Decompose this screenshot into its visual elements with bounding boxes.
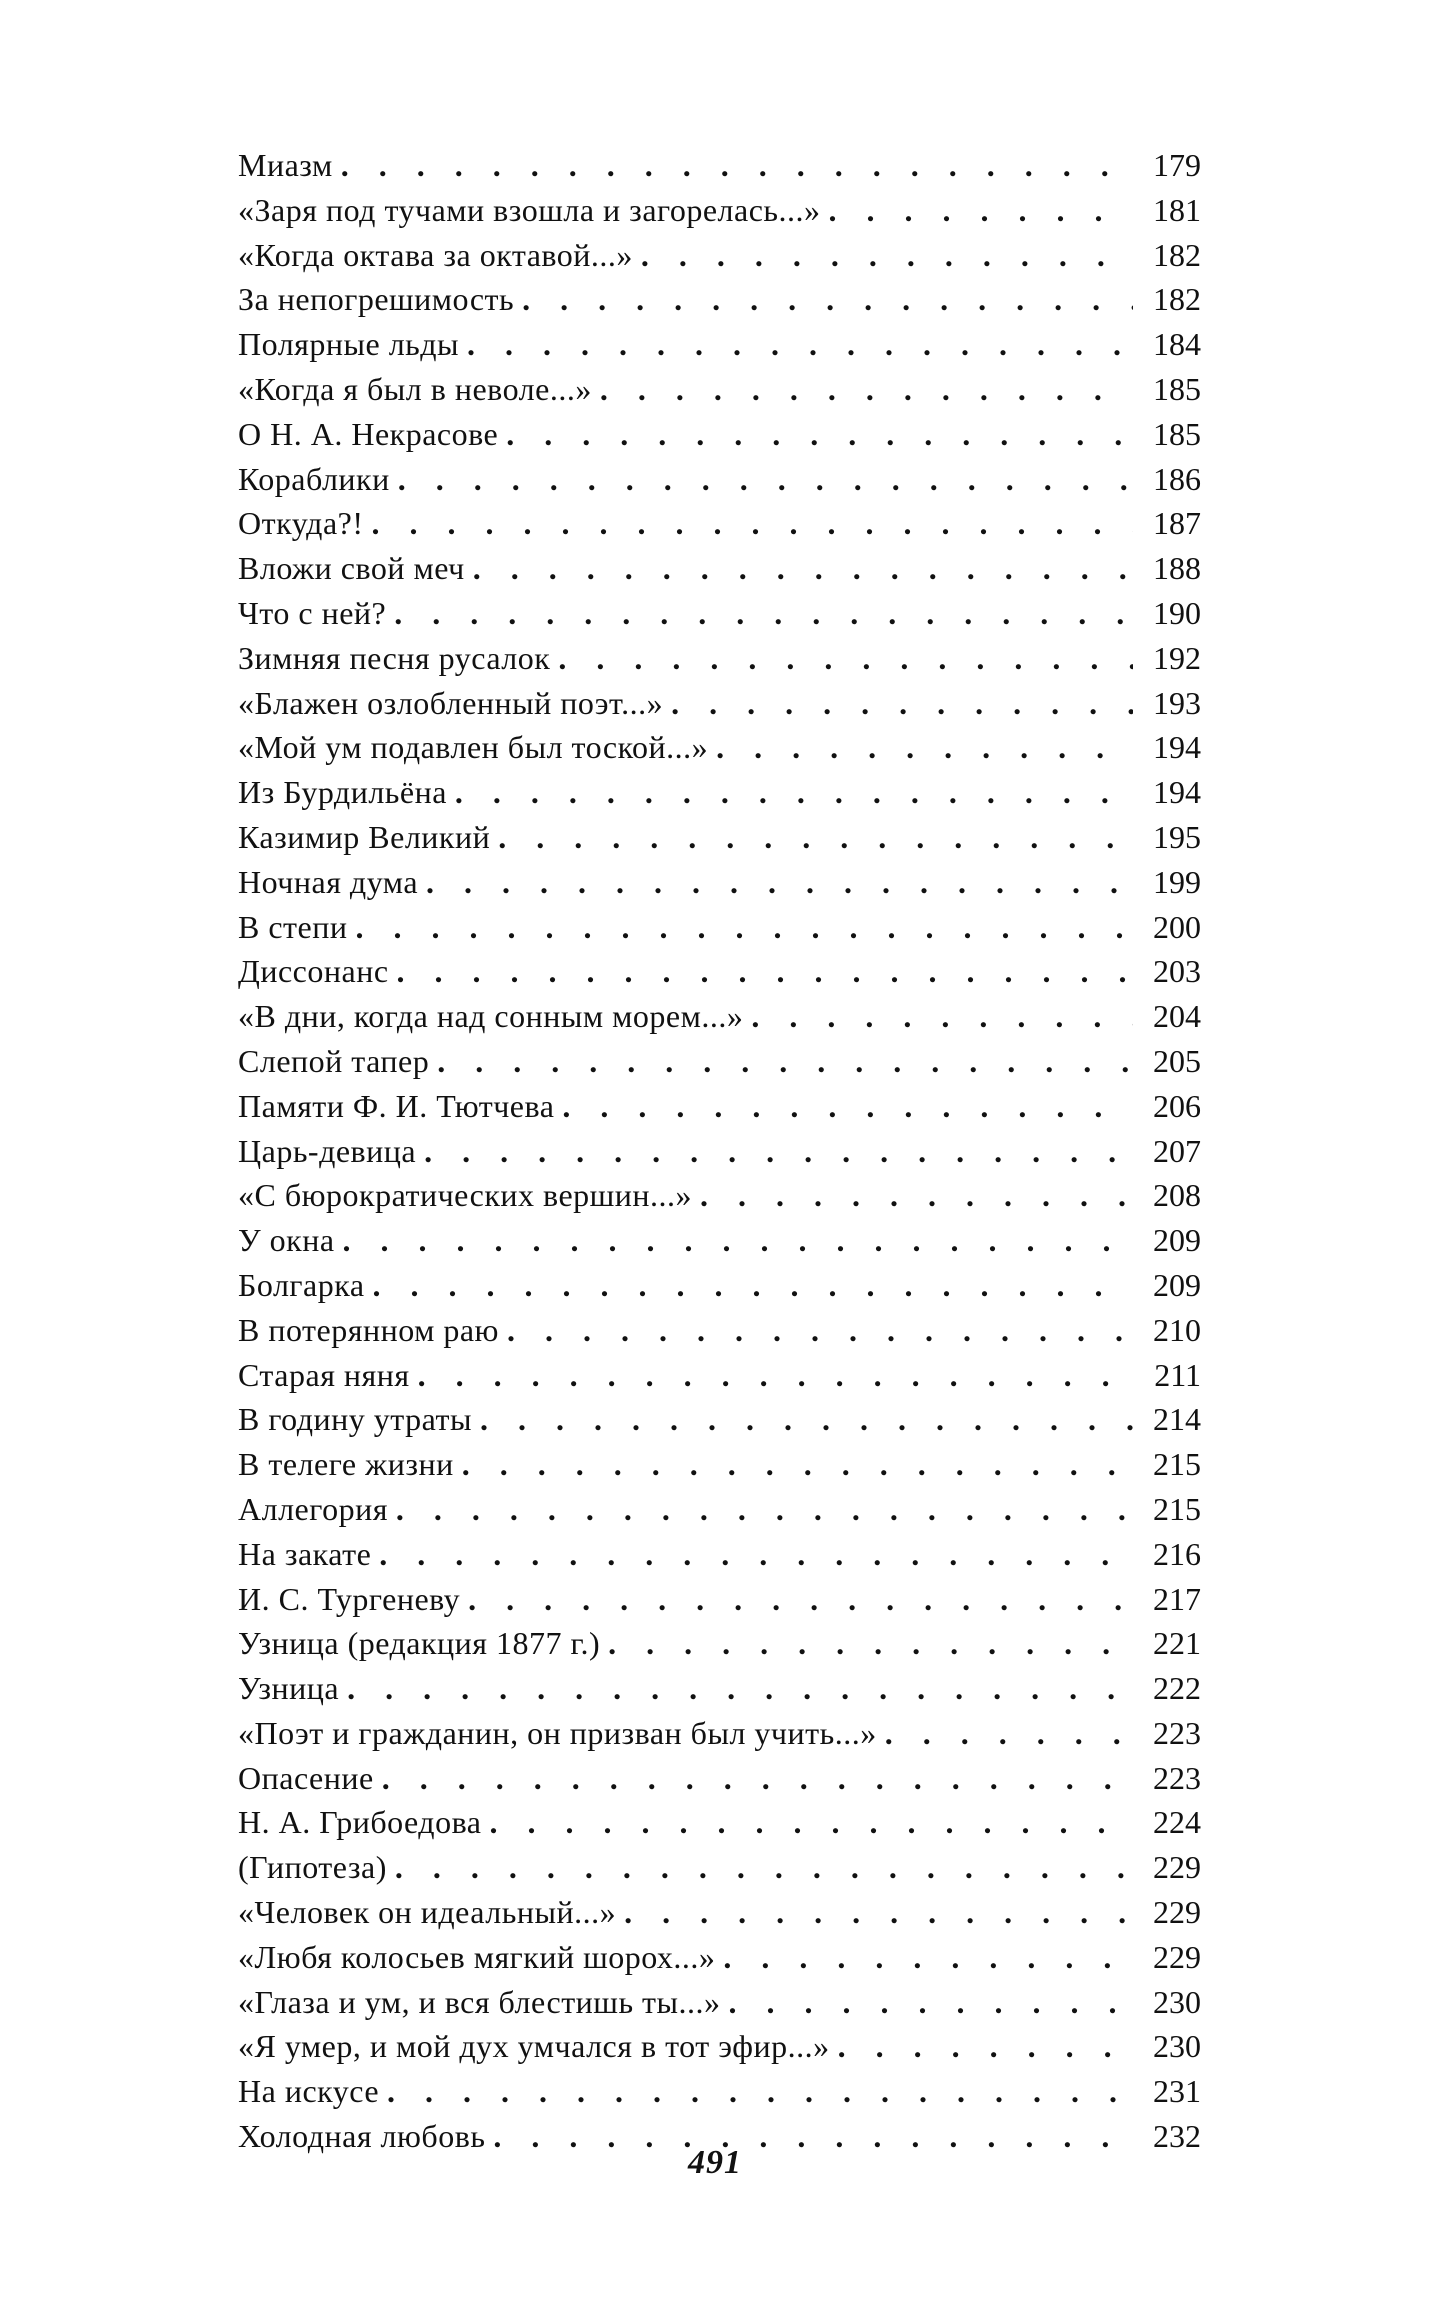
toc-leader-dots (462, 1442, 1133, 1487)
toc-entry-page: 230 (1153, 2028, 1201, 2065)
toc-entry-page: 221 (1153, 1625, 1201, 1662)
toc-entry-page: 203 (1153, 953, 1201, 990)
toc-leader-dots (498, 815, 1133, 860)
toc-entry (238, 1487, 1201, 1532)
toc-entry-page: 214 (1153, 1401, 1201, 1438)
toc-leader-dots (355, 905, 1133, 950)
toc-leader-dots (382, 1756, 1133, 1801)
toc-entry-title: Диссонанс (238, 953, 389, 990)
toc-entry (238, 1935, 1201, 1980)
toc-entry (238, 457, 1201, 502)
toc-entry-page: 192 (1153, 639, 1201, 676)
toc-entry (238, 2024, 1201, 2069)
toc-entry-title: (Гипотеза) (238, 1849, 387, 1886)
toc-entry (238, 1129, 1201, 1174)
toc-entry-title: «Я умер, и мой дух умчался в тот эфир...» (238, 2028, 830, 2065)
toc-entry-page: 209 (1153, 1222, 1201, 1259)
toc-entry-title: Из Бурдильёна (238, 774, 447, 811)
toc-entry (238, 860, 1201, 905)
toc-entry (238, 277, 1201, 322)
toc-entry (238, 905, 1201, 950)
toc-entry-title: Н. А. Грибоедова (238, 1804, 482, 1841)
toc-entry-page: 179 (1153, 147, 1201, 183)
toc-leader-dots (394, 591, 1133, 636)
toc-entry-title: И. С. Тургеневу (238, 1580, 461, 1617)
toc-entry (238, 546, 1201, 591)
toc-leader-dots (838, 2024, 1133, 2069)
toc-leader-dots (372, 501, 1133, 546)
toc-entry-page: 217 (1153, 1580, 1201, 1617)
toc-leader-dots (562, 1084, 1133, 1129)
toc-entry (238, 1532, 1201, 1577)
toc-entry-title: В годину утраты (238, 1401, 473, 1438)
toc-entry-title: «Блажен озлобленный поэт...» (238, 684, 664, 721)
toc-entry-title: Слепой тапер (238, 1042, 430, 1079)
toc-leader-dots (624, 1890, 1133, 1935)
toc-entry-page: 207 (1153, 1132, 1201, 1169)
toc-entry-title: «С бюрократических вершин...» (238, 1177, 693, 1214)
toc-entry (238, 591, 1201, 636)
toc-entry-page: 185 (1153, 415, 1201, 452)
toc-entry (238, 1353, 1201, 1398)
toc-entry-page: 232 (1153, 2118, 1201, 2155)
toc-entry (238, 1084, 1201, 1129)
toc-leader-dots (398, 457, 1133, 502)
toc-entry-title: За непогрешимость (238, 281, 515, 318)
toc-leader-dots (379, 1532, 1133, 1577)
toc-leader-dots (424, 1129, 1133, 1174)
toc-entry-page: 206 (1153, 1087, 1201, 1124)
toc-entry-title: Памяти Ф. И. Тютчева (238, 1087, 555, 1124)
toc-leader-dots (418, 1353, 1133, 1398)
toc-entry-title: «Поэт и гражданин, он призван был учить...» (238, 1714, 877, 1751)
toc-entry-page: 229 (1153, 1894, 1201, 1931)
toc-entry-title: На искусе (238, 2073, 380, 2110)
toc-leader-dots (558, 636, 1133, 681)
toc-entry (238, 1666, 1201, 1711)
toc-leader-dots (716, 725, 1133, 770)
toc-leader-dots (723, 1935, 1133, 1980)
toc-entry (238, 1039, 1201, 1084)
toc-entry-page: 184 (1153, 326, 1201, 363)
toc-entry-page: 229 (1153, 1849, 1201, 1886)
toc-entry-title: «Человек он идеальный...» (238, 1894, 617, 1931)
toc-leader-dots (437, 1039, 1133, 1084)
toc-entry-title: На закате (238, 1535, 372, 1572)
toc-entry-title: Царь-девица (238, 1132, 417, 1169)
toc-entry (238, 1442, 1201, 1487)
toc-entry-title: Старая няня (238, 1356, 410, 1393)
toc-entry-page: 222 (1153, 1670, 1201, 1707)
toc-leader-dots (343, 1218, 1133, 1263)
toc-entry-title: Узница (редакция 1877 г.) (238, 1625, 601, 1662)
toc-leader-dots (473, 546, 1133, 591)
toc-entry-page: 194 (1153, 774, 1201, 811)
table-of-contents (238, 143, 1201, 2159)
toc-leader-dots (600, 367, 1133, 412)
toc-entry-title: Холодная любовь (238, 2118, 486, 2155)
toc-entry (238, 1577, 1201, 1622)
toc-entry-title: В степи (238, 908, 348, 945)
toc-entry-title: В потерянном раю (238, 1311, 499, 1348)
toc-entry-page: 200 (1153, 908, 1201, 945)
toc-entry-title: «Когда я был в неволе...» (238, 370, 592, 407)
toc-entry-page: 229 (1153, 1938, 1201, 1975)
toc-leader-dots (347, 1666, 1133, 1711)
toc-entry-page: 223 (1153, 1714, 1201, 1751)
toc-entry-page: 216 (1153, 1535, 1201, 1572)
toc-entry-title: Узница (238, 1670, 340, 1707)
toc-leader-dots (507, 1308, 1133, 1353)
toc-entry-page: 187 (1153, 505, 1201, 542)
toc-entry-page: 210 (1153, 1311, 1201, 1348)
toc-entry-page: 186 (1153, 460, 1201, 497)
toc-entry-title: Казимир Великий (238, 818, 491, 855)
toc-entry-page: 224 (1153, 1804, 1201, 1841)
toc-entry-page: 230 (1153, 1983, 1201, 2020)
toc-entry-page: 182 (1153, 281, 1201, 318)
toc-entry-page: 204 (1153, 998, 1201, 1035)
toc-leader-dots (671, 681, 1133, 726)
toc-entry-page: 182 (1153, 236, 1201, 273)
toc-leader-dots (387, 2069, 1133, 2114)
toc-entry (238, 501, 1201, 546)
toc-entry-page: 199 (1153, 863, 1201, 900)
toc-entry-title: «Любя колосьев мягкий шорох...» (238, 1938, 716, 1975)
toc-leader-dots (455, 770, 1133, 815)
toc-entry (238, 188, 1201, 233)
toc-entry (238, 681, 1201, 726)
toc-leader-dots (700, 1173, 1133, 1218)
toc-entry-title: «В дни, когда над сонным морем...» (238, 998, 744, 1035)
toc-entry (238, 725, 1201, 770)
toc-entry (238, 1800, 1201, 1845)
toc-entry-page: 185 (1153, 370, 1201, 407)
toc-entry (238, 322, 1201, 367)
toc-leader-dots (397, 949, 1133, 994)
toc-leader-dots (506, 412, 1133, 457)
toc-entry (238, 2069, 1201, 2114)
toc-entry-title: Аллегория (238, 1490, 388, 1527)
toc-entry-page: 209 (1153, 1266, 1201, 1303)
toc-leader-dots (373, 1263, 1133, 1308)
toc-entry (238, 1218, 1201, 1263)
toc-entry-title: Кораблики (238, 460, 390, 497)
toc-leader-dots (480, 1397, 1133, 1442)
toc-leader-dots (729, 1980, 1133, 2025)
toc-entry-page: 211 (1154, 1356, 1201, 1393)
toc-entry-title: Зимняя песня русалок (238, 639, 551, 676)
toc-leader-dots (829, 188, 1133, 233)
toc-entry-page: 193 (1153, 684, 1201, 721)
toc-entry-page: 223 (1153, 1759, 1201, 1796)
toc-entry-page: 208 (1153, 1177, 1201, 1214)
toc-entry-title: Болгарка (238, 1266, 365, 1303)
toc-entry (238, 143, 1201, 188)
toc-entry-page: 215 (1153, 1446, 1201, 1483)
toc-entry (238, 1308, 1201, 1353)
toc-entry-title: В телеге жизни (238, 1446, 454, 1483)
toc-entry (238, 636, 1201, 681)
toc-entry-page: 215 (1153, 1490, 1201, 1527)
toc-entry (238, 1263, 1201, 1308)
toc-entry-title: О Н. А. Некрасове (238, 415, 499, 452)
toc-entry-page: 195 (1153, 818, 1201, 855)
toc-entry-title: «Глаза и ум, и вся блестишь ты...» (238, 1983, 721, 2020)
toc-leader-dots (751, 994, 1133, 1039)
toc-entry-page: 181 (1153, 191, 1201, 228)
toc-entry (238, 1173, 1201, 1218)
toc-entry-title: Ночная дума (238, 863, 419, 900)
toc-leader-dots (608, 1621, 1133, 1666)
toc-leader-dots (641, 233, 1133, 278)
toc-leader-dots (885, 1711, 1133, 1756)
toc-leader-dots (489, 1800, 1133, 1845)
toc-entry (238, 233, 1201, 278)
toc-entry (238, 994, 1201, 1039)
toc-leader-dots (395, 1845, 1133, 1890)
page-number: 491 (688, 2144, 742, 2181)
toc-leader-dots (396, 1487, 1133, 1532)
toc-entry-title: Что с ней? (238, 594, 387, 631)
toc-entry-title: Опасение (238, 1759, 374, 1796)
toc-leader-dots (468, 1577, 1133, 1622)
toc-entry (238, 770, 1201, 815)
toc-leader-dots (426, 860, 1133, 905)
toc-entry (238, 1980, 1201, 2025)
toc-entry-title: «Заря под тучами взошла и загорелась...» (238, 191, 821, 228)
toc-entry-page: 231 (1153, 2073, 1201, 2110)
toc-entry (238, 1890, 1201, 1935)
toc-entry (238, 1711, 1201, 1756)
toc-entry (238, 815, 1201, 860)
toc-entry-title: Миазм (238, 147, 333, 183)
toc-entry-title: Вложи свой меч (238, 550, 465, 587)
toc-entry-title: Откуда?! (238, 505, 364, 542)
toc-entry-page: 188 (1153, 550, 1201, 587)
toc-entry (238, 1621, 1201, 1666)
toc-entry (238, 1397, 1201, 1442)
toc-entry (238, 367, 1201, 412)
toc-entry (238, 1756, 1201, 1801)
toc-entry-title: У окна (238, 1222, 335, 1259)
toc-entry-title: Полярные льды (238, 326, 460, 363)
toc-entry-title: «Когда октава за октавой...» (238, 236, 633, 273)
toc-leader-dots (467, 322, 1133, 367)
toc-entry-page: 194 (1153, 729, 1201, 766)
toc-entry (238, 1845, 1201, 1890)
toc-entry-page: 190 (1153, 594, 1201, 631)
toc-leader-dots (341, 143, 1133, 188)
toc-leader-dots (522, 277, 1133, 322)
toc-entry (238, 412, 1201, 457)
toc-entry-page: 205 (1153, 1042, 1201, 1079)
toc-entry (238, 949, 1201, 994)
toc-entry-title: «Мой ум подавлен был тоской...» (238, 729, 709, 766)
